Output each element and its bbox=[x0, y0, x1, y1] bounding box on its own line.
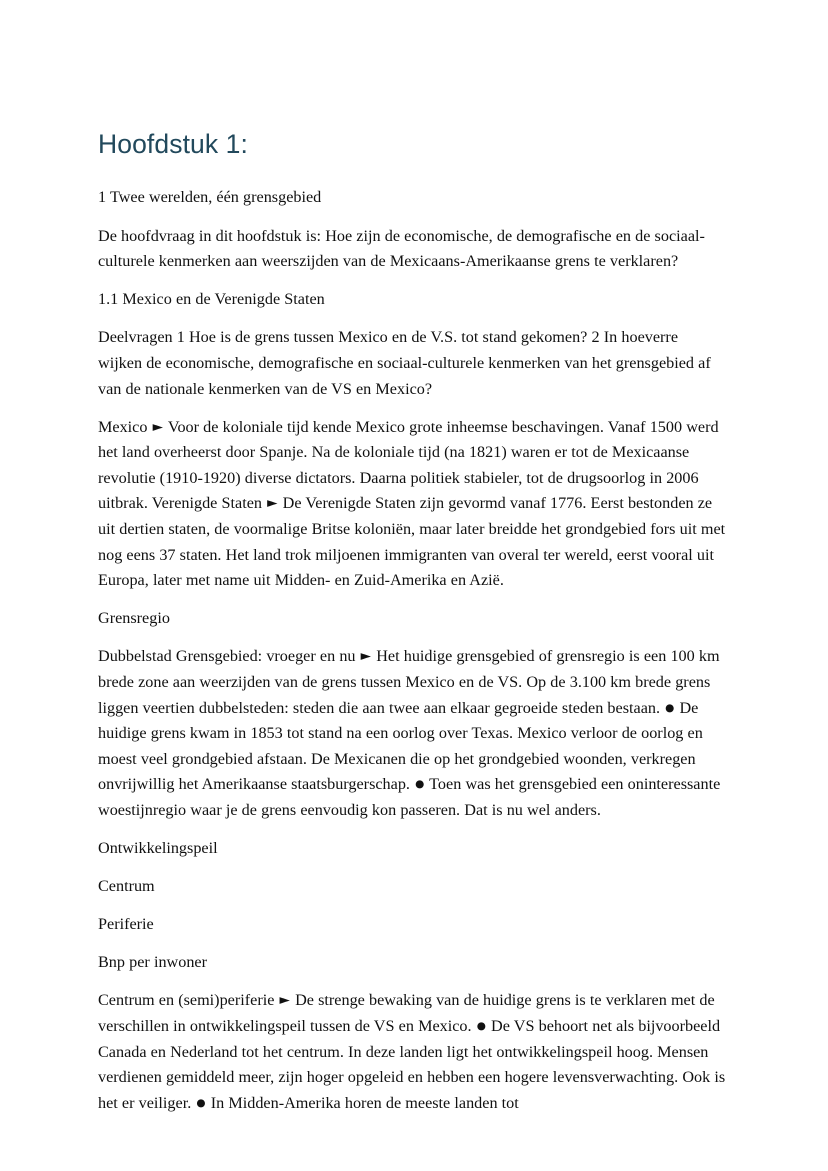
paragraph: Deelvragen 1 Hoe is de grens tussen Mexico en de V.S. tot stand gekomen? 2 In hoeverre wijken de economische, demografische en sociaal-culturele kenmerken van het grensgebied af van de nationale kenmerken van de VS en Mexico? bbox=[98, 328, 711, 398]
paragraph: Periferie bbox=[98, 915, 154, 934]
paragraph: De hoofdvraag in dit hoofdstuk is: Hoe zijn de economische, de demografische en de sociaal-culturele kenmerken aan weerszijden van de Mexicaans-Amerikaanse grens te verklaren? bbox=[98, 226, 705, 271]
bullet-marker-icon: ● bbox=[476, 1020, 486, 1032]
paragraph: Centrum en (semi)periferie ► De strenge bewaking van de huidige grens is te verklaren met de verschillen in ontwikkelingspeil tussen de VS en Mexico. ● De VS behoort net als bijvoorbeeld Canada en Nederland tot het centrum. In deze landen ligt het ontwikkelingspeil hoog. Mensen verdienen gemiddeld meer, zijn hoger opgeleid en hebben een hogere levensverwachting. Ook is het er veiliger. ● In Midden-Amerika horen de meeste landen tot bbox=[98, 991, 726, 1112]
triangle-marker-icon: ► bbox=[267, 495, 278, 512]
paragraph: Bnp per inwoner bbox=[98, 953, 207, 972]
paragraph: Mexico ► Voor de koloniale tijd kende Mexico grote inheemse beschavingen. Vanaf 1500 werd het land overheerst door Spanje. Na de koloniale tijd (na 1821) waren er tot de Mexicaanse revolutie (1910-1920) diverse dictators. Daarna politiek stabieler, tot de drugsoorlog in 2006 uitbrak. Verenigde Staten ► De Verenigde Staten zijn gevormd vanaf 1776. Eerst bestonden ze uit dertien staten, de voormalige Britse koloniën, maar later breidde het grondgebied fors uit met nog eens 37 staten. Het land trok miljoenen immigranten van overal ter wereld, eerst vooral uit Europa, later met name uit Midden- en Zuid-Amerika en Azië. bbox=[98, 417, 726, 590]
triangle-marker-icon: ► bbox=[279, 992, 290, 1009]
paragraph: Dubbelstad Grensgebied: vroeger en nu ► Het huidige grensgebied of grensregio is een 100 km brede zone aan weerzijden van de grens tussen Mexico en de VS. Op de 3.100 km brede grens liggen veertien dubbelsteden: steden die aan twee aan elkaar gegroeide steden bestaan. ● De huidige grens kwam in 1853 tot stand na een oorlog over Texas. Mexico verloor de oorlog en moest veel grondgebied afstaan. De Mexicanen die op het grondgebied woonden, verkregen onvrijwillig het Amerikaanse staatsburgerschap. ● Toen was het grensgebied een oninteressante woestijnregio waar je de grens eenvoudig kon passeren. Dat is nu wel anders. bbox=[98, 647, 721, 819]
triangle-marker-icon: ► bbox=[360, 648, 372, 665]
paragraph: 1.1 Mexico en de Verenigde Staten bbox=[98, 290, 325, 309]
page-title: Hoofdstuk 1: bbox=[98, 129, 248, 159]
bullet-marker-icon: ● bbox=[665, 701, 675, 714]
bullet-marker-icon: ● bbox=[415, 778, 425, 791]
paragraph: Grensregio bbox=[98, 609, 170, 628]
paragraph: 1 Twee werelden, één grensgebied bbox=[98, 188, 322, 207]
document-body bbox=[98, 185, 726, 1116]
bullet-marker-icon: ● bbox=[196, 1096, 206, 1109]
paragraph: Centrum bbox=[98, 877, 155, 896]
paragraph: Ontwikkelingspeil bbox=[98, 839, 218, 858]
triangle-marker-icon: ► bbox=[152, 418, 163, 435]
